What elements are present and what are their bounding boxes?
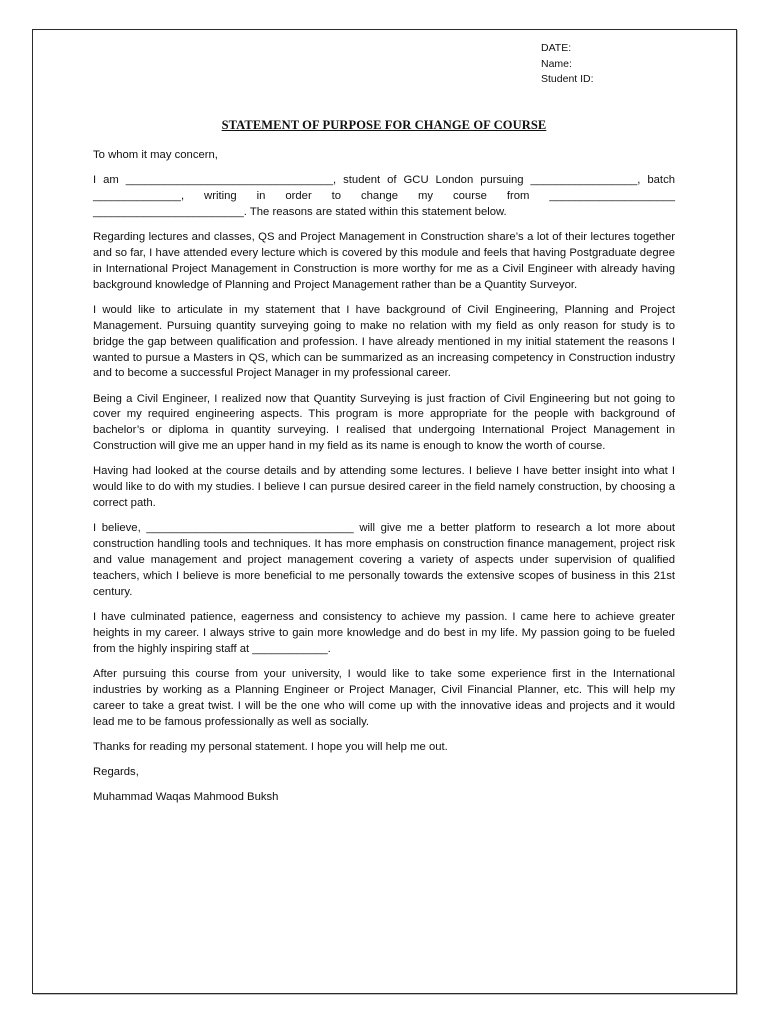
paragraph-passion: I have culminated patience, eagerness and consistency to achieve my passion. I came here to achieve greater heights in my career. I always strive to gain more knowledge and do best in my life. My passion going to be fueled from the highly inspiring staff at ____________. (93, 610, 675, 655)
salutation: To whom it may concern, (93, 149, 218, 161)
letter-body (93, 148, 675, 806)
paragraph-intro: I am _________________________________, student of GCU London pursuing _________________, batch ______________, writing in order to change my course from ____________________ ________________________. The reasons are stated within this statement below. (93, 174, 675, 218)
paragraph-future: After pursuing this course from your university, I would like to take some experience first in the International industries by working as a Planning Engineer or Project Manager, Civil Financial Planner, etc. This will help my career to take a great twist. I will be the one who will come up with the innovative ideas and projects and it would lead me to be famous professionally as well as socially. (93, 667, 675, 728)
date-label: DATE: (541, 42, 572, 54)
signature-name: Muhammad Waqas Mahmood Buksh (93, 790, 279, 803)
paragraph-lectures: Regarding lectures and classes, QS and Project Management in Construction share’s a lot of their lectures together and so far, I have attended every lecture which is covered by this module and feels that having Postgraduate degree in International Project Management in Construction is more worthy for me as a Civil Engineer with already having background knowledge of Planning and Project Management rather than be a Quantity Surveyor. (93, 231, 675, 291)
closing-line: Thanks for reading my personal statement. I hope you will help me out. (93, 740, 448, 753)
paragraph-course-details: Having had looked at the course details and by attending some lectures. I believe I have better insight into what I would like to do with my studies. I believe I can pursue desired career in the field namely construction, by choosing a correct path. (93, 465, 675, 510)
student-id-label: Student ID: (541, 73, 594, 85)
paragraph-civil-engineer: Being a Civil Engineer, I realized now that Quantity Surveying is just fraction of Civil Engineering but not going to cover my required engineering aspects. This program is more appropriate for the people with background of bachelor’s or diploma in quantity surveying. I realised that undergoing International Project Management in Construction will give me an upper hand in my field as its name is enough to know the worth of course. (93, 392, 675, 453)
document-title: STATEMENT OF PURPOSE FOR CHANGE OF COURSE (221, 118, 547, 132)
paragraph-platform: I believe, _________________________________ will give me a better platform to research a lot more about construction handling tools and techniques. It has more emphasis on construction finance management, project risk and value management and project management covering a variety of aspects under supervision of qualified teachers, which I believe is more beneficial to me personally towards the extensive scopes of business in this 21st century. (93, 522, 675, 598)
paragraph-background: I would like to articulate in my statement that I have background of Civil Engineering, Planning and Project Management. Pursuing quantity surveying going to make no relation with my field as only reason for study is to bridge the gap between qualification and profession. I have already mentioned in my initial statement the reasons I wanted to pursue a Masters in QS, which can be summarized as an increasing competency in Construction industry and to become a successful Project Manager in my professional career. (93, 303, 675, 380)
regards: Regards, (93, 765, 139, 778)
name-label: Name: (541, 57, 572, 70)
header-fields (541, 41, 594, 88)
